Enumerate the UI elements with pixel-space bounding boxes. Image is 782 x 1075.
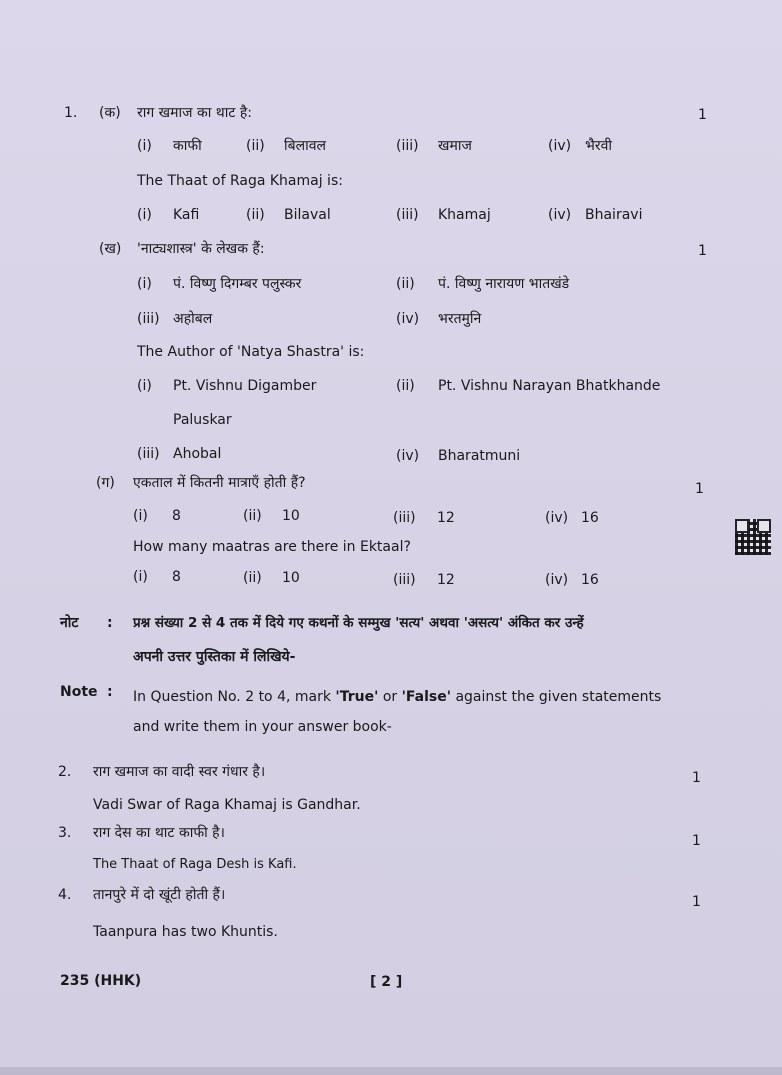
note-colon: : bbox=[107, 615, 113, 631]
page-number: [ 2 ] bbox=[370, 974, 403, 990]
question-text-en: The Thaat of Raga Desh is Kafi. bbox=[93, 857, 297, 872]
note-text-en-line2: and write them in your answer book- bbox=[133, 719, 392, 735]
option-text: पं. विष्णु दिगम्बर पलुस्कर bbox=[173, 276, 302, 292]
marks: 1 bbox=[692, 770, 701, 786]
option-text: बिलावल bbox=[284, 138, 327, 154]
note-label-en: Note bbox=[60, 684, 98, 700]
option-text: Bilaval bbox=[284, 207, 331, 223]
option-text: Pt. Vishnu Digamber bbox=[173, 378, 317, 394]
option-text: काफी bbox=[173, 138, 202, 154]
question-text-hi: 'नाट्यशास्त्र' के लेखक हैं: bbox=[137, 241, 265, 257]
question-text-en: Taanpura has two Khuntis. bbox=[93, 924, 278, 940]
option-text: 16 bbox=[581, 510, 599, 526]
option-num: (iii) bbox=[393, 510, 416, 526]
option-num: (ii) bbox=[396, 276, 415, 292]
option-text: Khamaj bbox=[438, 207, 491, 223]
option-num: (i) bbox=[137, 138, 152, 154]
option-text: 16 bbox=[581, 572, 599, 588]
option-text: भरतमुनि bbox=[438, 311, 482, 327]
option-text: Pt. Vishnu Narayan Bhatkhande bbox=[438, 378, 661, 394]
question-text-hi: राग देस का थाट काफी है। bbox=[93, 825, 225, 841]
option-num: (iv) bbox=[548, 138, 572, 154]
marks: 1 bbox=[698, 243, 707, 259]
option-num: (i) bbox=[137, 207, 152, 223]
option-text: पं. विष्णु नारायण भातखंडे bbox=[438, 276, 570, 292]
option-num: (i) bbox=[133, 508, 148, 524]
marks: 1 bbox=[695, 481, 704, 497]
option-num: (i) bbox=[133, 569, 148, 585]
option-text: 10 bbox=[282, 508, 300, 524]
option-text: Bharatmuni bbox=[438, 448, 521, 464]
option-text: 12 bbox=[437, 510, 455, 526]
question-text-hi: तानपुरे में दो खूंटी होती हैं। bbox=[93, 887, 226, 903]
marks: 1 bbox=[692, 833, 701, 849]
marks: 1 bbox=[698, 107, 707, 123]
question-number: 4. bbox=[58, 887, 72, 903]
note-label-hi: नोट bbox=[60, 615, 79, 631]
note-text-hi-line2: अपनी उत्तर पुस्तिका में लिखिये- bbox=[133, 649, 296, 665]
option-text: भैरवी bbox=[585, 138, 612, 154]
question-text-en: Vadi Swar of Raga Khamaj is Gandhar. bbox=[93, 797, 361, 813]
option-num: (iii) bbox=[137, 311, 160, 327]
option-text: 8 bbox=[172, 569, 181, 585]
note-text-en-line1: In Question No. 2 to 4, mark 'True' or 'False' against the given statements bbox=[133, 689, 662, 705]
option-text: अहोबल bbox=[173, 311, 213, 327]
option-num: (iv) bbox=[396, 448, 420, 464]
option-text: खमाज bbox=[438, 138, 472, 154]
qr-code bbox=[735, 519, 771, 555]
scan-edge bbox=[0, 1067, 782, 1075]
option-num: (iv) bbox=[545, 572, 569, 588]
subquestion-label: (ख) bbox=[99, 241, 122, 257]
option-num: (ii) bbox=[396, 378, 415, 394]
option-text: Ahobal bbox=[173, 446, 222, 462]
marks: 1 bbox=[692, 894, 701, 910]
option-num: (i) bbox=[137, 276, 152, 292]
note-text-hi-line1: प्रश्न संख्या 2 से 4 तक में दिये गए कथनों के सम्मुख 'सत्य' अथवा 'असत्य' अंकित कर उन्हें bbox=[133, 615, 584, 631]
question-number: 2. bbox=[58, 764, 72, 780]
question-number: 1. bbox=[64, 105, 78, 121]
option-num: (iv) bbox=[396, 311, 420, 327]
option-num: (iv) bbox=[545, 510, 569, 526]
option-num: (ii) bbox=[246, 207, 265, 223]
option-num: (iv) bbox=[548, 207, 572, 223]
option-text-continued: Paluskar bbox=[173, 412, 232, 428]
option-text: 10 bbox=[282, 570, 300, 586]
option-num: (ii) bbox=[243, 570, 262, 586]
paper-code: 235 (HHK) bbox=[60, 973, 142, 989]
question-text-en: The Author of 'Natya Shastra' is: bbox=[137, 344, 365, 360]
question-text-hi: राग खमाज का वादी स्वर गंधार है। bbox=[93, 764, 266, 780]
question-text-hi: राग खमाज का थाट है: bbox=[137, 105, 253, 121]
question-text-en: How many maatras are there in Ektaal? bbox=[133, 539, 411, 555]
option-text: Bhairavi bbox=[585, 207, 643, 223]
question-text-en: The Thaat of Raga Khamaj is: bbox=[137, 173, 343, 189]
option-num: (ii) bbox=[243, 508, 262, 524]
question-number: 3. bbox=[58, 825, 72, 841]
option-num: (iii) bbox=[393, 572, 416, 588]
option-text: 8 bbox=[172, 508, 181, 524]
option-text: Kafi bbox=[173, 207, 200, 223]
option-num: (iii) bbox=[396, 138, 419, 154]
option-num: (ii) bbox=[246, 138, 265, 154]
option-num: (i) bbox=[137, 378, 152, 394]
option-num: (iii) bbox=[137, 446, 160, 462]
subquestion-label: (ग) bbox=[96, 475, 115, 491]
note-colon: : bbox=[107, 684, 113, 700]
question-text-hi: एकताल में कितनी मात्राएँ होती हैं? bbox=[133, 475, 306, 491]
option-num: (iii) bbox=[396, 207, 419, 223]
option-text: 12 bbox=[437, 572, 455, 588]
subquestion-label: (क) bbox=[99, 105, 121, 121]
